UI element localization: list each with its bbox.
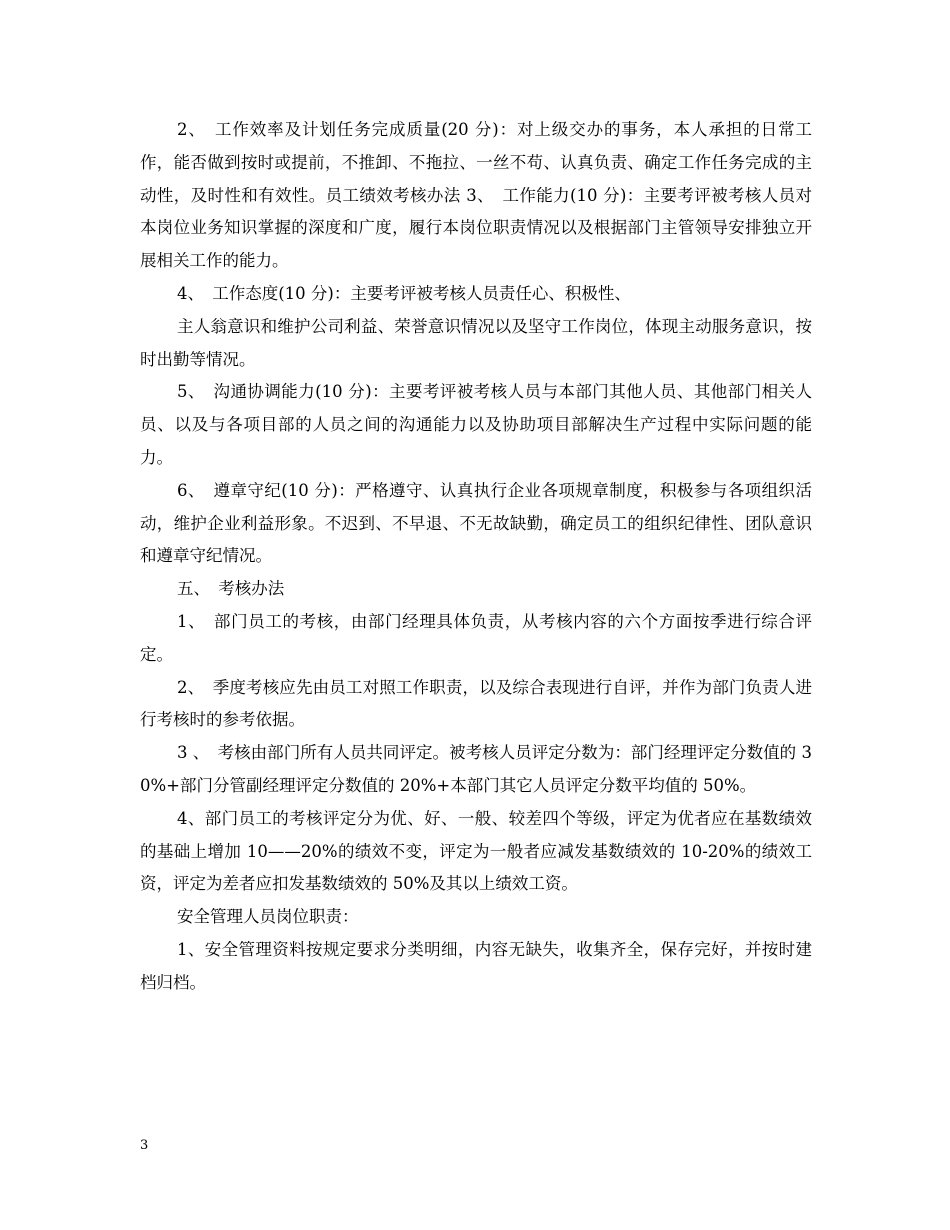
paragraph-safety-heading: 安全管理人员岗位职责： <box>177 907 359 927</box>
paragraph-assessment-3: 3 、 考核由部门所有人员共同评定。被考核人员评定分数为：部门经理评定分数值的 30%+部门分管副经理评定分数值的 20%+本部门其它人员评定分数平均值的 50%。 <box>140 743 812 795</box>
page-body <box>140 114 812 1000</box>
paragraph-work-efficiency: 2、 工作效率及计划任务完成质量(20 分)：对上级交办的事务，本人承担的日常工作，能否做到按时或提前，不推卸、不拖拉、一丝不苟、认真负责、确定工作任务完成的主动性，及时性和有效性。员工绩效考核办法 3、 工作能力(10 分)：主要考评被考核人员对本岗位业务知识掌握的深度和广度，履行本岗位职责情况以及根据部门主管领导安排独立开展相关工作的能力。 <box>140 120 812 271</box>
paragraph-assessment-1: 1、 部门员工的考核，由部门经理具体负责，从考核内容的六个方面按季进行综合评定。 <box>140 611 812 664</box>
paragraph-assessment-4: 4、部门员工的考核评定分为优、好、一般、较差四个等级，评定为优者应在基数绩效的基础上增加 10——20%的绩效不变，评定为一般者应减发基数绩效的 10-20%的绩效工资，评定为差者应扣发基数绩效的 50%及其以上绩效工资。 <box>140 808 812 894</box>
section-heading-assessment-method: 五、 考核办法 <box>177 579 285 599</box>
paragraph-assessment-2: 2、 季度考核应先由员工对照工作职责，以及综合表现进行自评，并作为部门负责人进行考核时的参考依据。 <box>140 677 812 730</box>
page-number: 3 <box>140 1138 149 1153</box>
paragraph-work-attitude: 4、 工作态度(10 分)：主要考评被考核人员责任心、积极性、 <box>177 283 631 303</box>
paragraph-ownership-awareness: 主人翁意识和维护公司利益、荣誉意识情况以及坚守工作岗位，体现主动服务意识，按时出勤等情况。 <box>140 316 812 369</box>
paragraph-safety-1: 1、安全管理资料按规定要求分类明细，内容无缺失，收集齐全，保存完好，并按时建档归档。 <box>140 939 812 992</box>
paragraph-discipline: 6、 遵章守纪(10 分)：严格遵守、认真执行企业各项规章制度，积极参与各项组织活动，维护企业利益形象。不迟到、不早退、不无故缺勤，确定员工的组织纪律性、团队意识和遵章守纪情况。 <box>140 480 812 566</box>
paragraph-communication: 5、 沟通协调能力(10 分)：主要考评被考核人员与本部门其他人员、其他部门相关人员、以及与各项目部的人员之间的沟通能力以及协助项目部解决生产过程中实际问题的能力。 <box>140 382 812 467</box>
